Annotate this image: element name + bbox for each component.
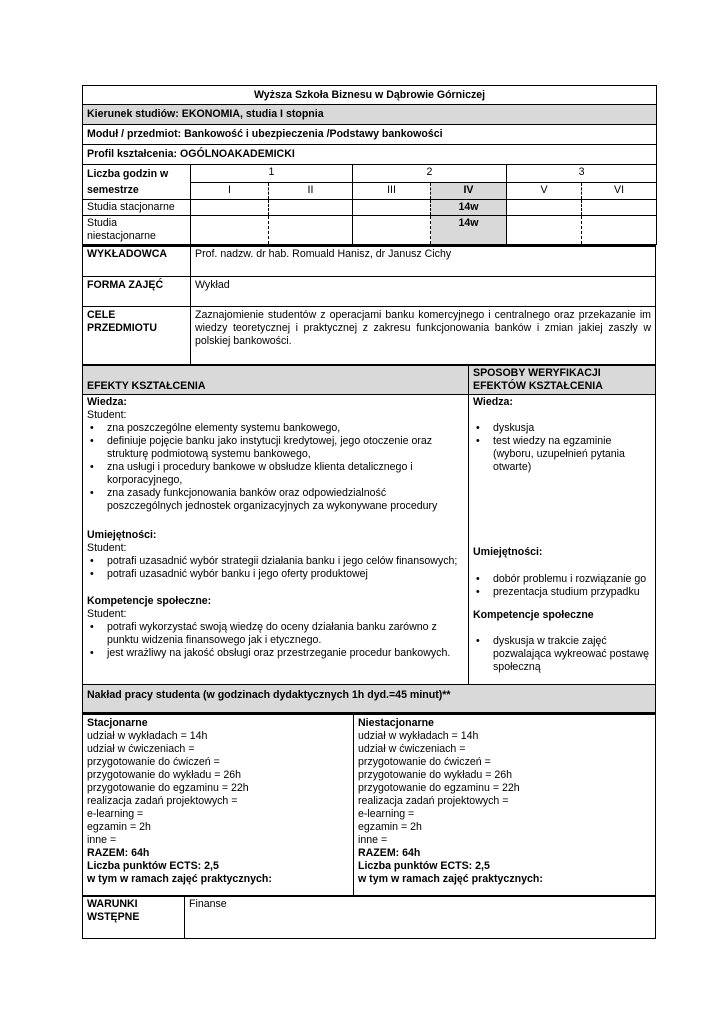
umiejetnosci-list [87,555,464,581]
year-2: 2 [353,165,507,183]
school-name: Wyższa Szkoła Biznesu w Dąbrowie Górniczej [83,86,657,105]
workload-line: przygotowanie do wykładu = 26h [87,769,242,781]
workload-line: egzamin = 2h [87,821,151,833]
niestacjonarne-praktyczne: w tym w ramach zajęć praktycznych: [358,873,543,885]
list-item: • potrafi wykorzystać swoją wiedzę do oceny działania banku zarówno z punktu widzenia finansowego jak i etycznego. [87,621,464,647]
forma-label: FORMA ZAJĘĆ [83,277,191,307]
wiedza-verify-list [473,422,651,474]
list-item: • definiuje pojęcie banku jako instytucji kredytowej, jego otoczenie oraz strukturę podmiotową systemu bankowego, [87,435,464,461]
student-label: Student: [87,409,127,421]
workload-line: przygotowanie do ćwiczeń = [358,756,491,768]
workload-line: realizacja zadań projektowych = [358,795,509,807]
workload-line: przygotowanie do egzaminu = 22h [87,782,249,794]
wiedza-title: Wiedza: [87,396,127,408]
list-item: • zna usługi i procedury bankowe w obsłudze klienta detalicznego i korporacyjnego, [87,461,464,487]
efekty-header: EFEKTY KSZTAŁCENIA [83,366,469,395]
semester-5: V [507,182,582,200]
semester-6: VI [582,182,657,200]
warunki-label-2: WSTĘPNE [87,911,140,923]
profil: Profil kształcenia: OGÓLNOAKADEMICKI [83,145,657,165]
hours-label-2: semestrze [87,184,139,196]
workload-line: udział w ćwiczeniach = [358,743,466,755]
stacjonarne-praktyczne: w tym w ramach zajęć praktycznych: [87,873,272,885]
modul: Moduł / przedmiot: Bankowość i ubezpieczenia /Podstawy bankowości [83,125,657,145]
sposoby-header: SPOSOBY WERYFIKACJI EFEKTÓW KSZTAŁCENIA [469,366,656,395]
umiejetnosci-verify-list [473,573,651,599]
wiedza-verify-title: Wiedza: [473,396,513,408]
naklad-header: Nakład pracy studenta (w godzinach dydaktycznych 1h dyd.=45 minut)** [83,685,656,713]
semester-3: III [353,182,431,200]
niestacjonarne-workload [354,714,656,896]
info-table [82,245,656,365]
forma-value: Wykład [191,277,656,307]
workload-line: realizacja zadań projektowych = [87,795,238,807]
semester-2: II [269,182,353,200]
wykladowca-label: WYKŁADOWCA [83,246,191,277]
wykladowca-value: Prof. nadzw. dr hab. Romuald Hanisz, dr Janusz Cichy [191,246,656,277]
sposoby-cell [469,395,656,685]
workload-line: udział w wykładach = 14h [87,730,208,742]
warunki-value: Finanse [185,897,656,939]
stacjonarne-ects: Liczba punktów ECTS: 2,5 [87,860,219,872]
umiejetnosci-title: Umiejętności: [87,529,157,541]
list-item: • prezentacja studium przypadku [473,586,651,599]
workload-line: przygotowanie do ćwiczeń = [87,756,220,768]
list-item: • dyskusja [473,422,651,435]
syllabus-document [82,85,656,939]
stacjonarne-label: Studia stacjonarne [83,200,191,216]
year-3: 3 [507,165,657,183]
stacjonarne-workload [83,714,354,896]
hours-label [83,165,191,200]
stacjonarne-razem: RAZEM: 64h [87,847,150,859]
semester-4: IV [431,182,507,200]
niestacjonarne-label: Studia niestacjonarne [83,216,191,245]
niestacjonarne-iv-hours: 14w [431,216,507,245]
workload-line: inne = [358,834,388,846]
hours-label-1: Liczba godzin w [87,168,169,180]
niestacjonarne-title: Niestacjonarne [358,717,434,729]
kompetencje-list [87,621,464,660]
umiejetnosci-verify-title: Umiejętności: [473,546,543,558]
year-1: 1 [191,165,353,183]
workload-line: przygotowanie do egzaminu = 22h [358,782,520,794]
list-item: • dobór problemu i rozwiązanie go [473,573,651,586]
kompetencje-verify-list [473,635,651,674]
warunki-table [82,896,656,939]
kompetencje-verify-title: Kompetencje społeczne [473,609,594,621]
warunki-label [83,897,185,939]
stacjonarne-title: Stacjonarne [87,717,148,729]
workload-line: udział w wykładach = 14h [358,730,479,742]
wiedza-list [87,422,464,513]
semester-1: I [191,182,269,200]
workload-line: udział w ćwiczeniach = [87,743,195,755]
student-label: Student: [87,608,127,620]
workload-line: egzamin = 2h [358,821,422,833]
list-item: • zna poszczególne elementy systemu bankowego, [87,422,464,435]
cele-value: Zaznajomienie studentów z operacjami banku komercyjnego i centralnego oraz przekazanie im wiedzy teoretycznej i praktycznej z zakresu funkcjonowania banków i zmian jakiej zaszły w polskiej bankowości. [191,307,656,365]
workload-table [82,713,656,896]
student-label: Student: [87,542,127,554]
warunki-label-1: WARUNKI [87,898,138,910]
niestacjonarne-ects: Liczba punktów ECTS: 2,5 [358,860,490,872]
efekty-cell [83,395,469,685]
workload-line: e-learning = [87,808,144,820]
stacjonarne-iv-hours: 14w [431,200,507,216]
cele-label: CELE PRZEDMIOTU [83,307,191,365]
header-table [82,85,657,245]
list-item: • jest wrażliwy na jakość obsługi oraz przestrzeganie procedur bankowych. [87,647,464,660]
workload-line: e-learning = [358,808,415,820]
workload-line: przygotowanie do wykładu = 26h [358,769,513,781]
list-item: • zna zasady funkcjonowania banków oraz odpowiedzialność poszczególnych jednostek organizacyjnych za wykonywane procedury [87,487,464,513]
list-item: • test wiedzy na egzaminie (wyboru, uzupełnień pytania otwarte) [473,435,651,474]
efekty-table [82,365,656,713]
list-item: • dyskusja w trakcie zajęć pozwalająca wykreować postawę społeczną [473,635,651,674]
kierunek: Kierunek studiów: EKONOMIA, studia I stopnia [83,105,657,125]
kompetencje-title: Kompetencje społeczne: [87,595,212,607]
list-item: • potrafi uzasadnić wybór strategii działania banku i jego celów finansowych; [87,555,464,568]
list-item: • potrafi uzasadnić wybór banku i jego oferty produktowej [87,568,464,581]
niestacjonarne-razem: RAZEM: 64h [358,847,421,859]
workload-line: inne = [87,834,117,846]
